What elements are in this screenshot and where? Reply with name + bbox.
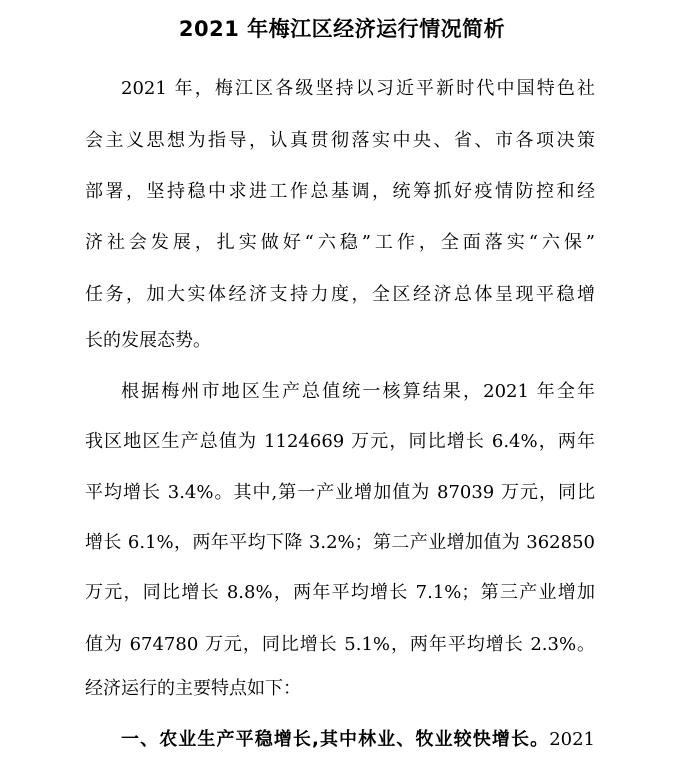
section-heading: 一、农业生产平稳增长,其中林业、牧业较快增长。 [121, 729, 550, 750]
paragraph-line: 根据梅州市地区生产总值统一核算结果，2021 年全年 [121, 381, 595, 402]
paragraph-line: 经济运行的主要特点如下： [85, 678, 301, 699]
paragraph-line: 部署，坚持稳中求进工作总基调，统筹抓好疫情防控和经 [85, 181, 595, 202]
paragraph-line: 会主义思想为指导，认真贯彻落实中央、省、市各项决策 [85, 130, 595, 151]
section-heading-line [121, 725, 595, 755]
paragraph-line: 长的发展态势。 [85, 330, 211, 351]
document-title: 2021 年梅江区经济运行情况简析 [178, 17, 506, 41]
paragraph-line: 任务，加大实体经济支持力度，全区经济总体呈现平稳增 [85, 284, 595, 305]
paragraph-line: 增长 6.1%，两年平均下降 3.2%；第二产业增加值为 362850 [85, 532, 595, 553]
section-continuation: 2021 [549, 729, 595, 750]
paragraph-line: 值为 674780 万元，同比增长 5.1%，两年平均增长 2.3%。 [85, 634, 595, 655]
paragraph-line: 济社会发展，扎实做好“六稳”工作，全面落实“六保” [85, 232, 595, 253]
paragraph-line: 万元，同比增长 8.8%，两年平均增长 7.1%；第三产业增加 [85, 582, 595, 603]
paragraph-line: 2021 年，梅江区各级坚持以习近平新时代中国特色社 [121, 78, 595, 99]
paragraph-line: 平均增长 3.4%。其中,第一产业增加值为 87039 万元，同比 [85, 482, 595, 503]
paragraph-line: 我区地区生产总值为 1124669 万元，同比增长 6.4%，两年 [85, 431, 595, 452]
